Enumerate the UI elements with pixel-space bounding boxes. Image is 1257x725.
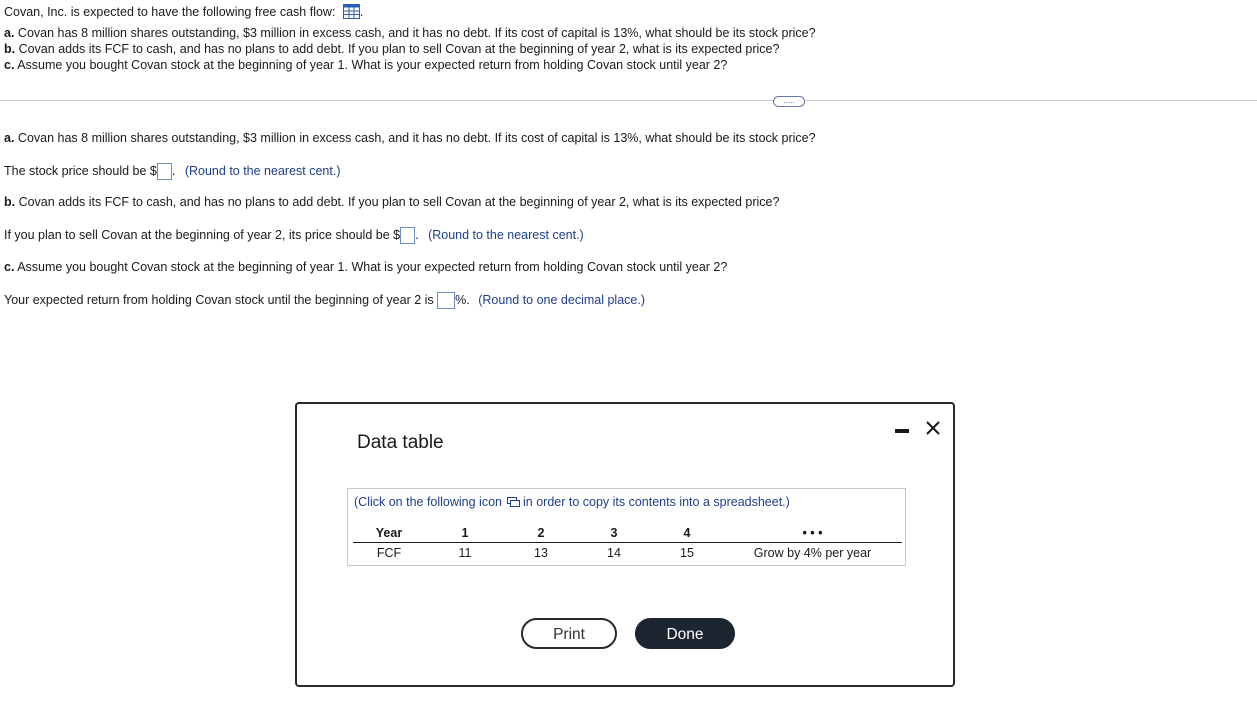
done-button[interactable]: Done — [635, 618, 735, 649]
answer-b-hint: (Round to the nearest cent.) — [428, 228, 584, 242]
expected-return-input[interactable] — [437, 292, 455, 309]
question-part-a — [4, 26, 816, 40]
answer-a-prefix: The stock price should be $ — [4, 164, 157, 178]
answer-b-letter: b. — [4, 195, 16, 209]
answer-b-prefix: If you plan to sell Covan at the beginning of year 2, its price should be $ — [4, 228, 401, 242]
answer-b-question — [4, 195, 779, 209]
answer-c-hint: (Round to one decimal place.) — [478, 293, 645, 307]
question-intro-line — [4, 4, 363, 19]
table-grid-icon[interactable] — [343, 4, 360, 19]
stock-price-input[interactable] — [157, 163, 172, 180]
copy-instruction-post: in order to copy its contents into a spreadsheet.) — [523, 495, 790, 509]
table-cell: Grow by 4% per year — [753, 545, 872, 560]
fcf-data-table — [353, 523, 902, 562]
part-a-letter: a. — [4, 26, 15, 40]
part-b-letter: b. — [4, 42, 16, 56]
question-part-b — [4, 42, 779, 56]
header-cell: 4 — [651, 523, 723, 543]
close-icon[interactable] — [923, 418, 943, 438]
question-part-c — [4, 58, 727, 72]
question-intro-end: . — [359, 5, 364, 19]
answer-a-question-text: Covan has 8 million shares outstanding, $3 million in excess cash, and it has no debt. If its cost of capital is 13%, what should be its stock price? — [14, 131, 816, 145]
table-cell: 13 — [534, 545, 548, 560]
answer-c-question-text: Assume you bought Covan stock at the beginning of year 1. What is your expected return from holding Covan stock until year 2? — [14, 260, 728, 274]
answer-a-hint: (Round to the nearest cent.) — [184, 164, 341, 178]
part-b-text: Covan adds its FCF to cash, and has no plans to add debt. If you plan to sell Covan at the beginning of year 2, what is its expected price? — [15, 42, 780, 56]
table-cell: 15 — [680, 545, 694, 560]
answer-c-letter: c. — [4, 260, 15, 274]
table-row — [353, 543, 902, 563]
data-table-modal — [295, 402, 955, 687]
expected-price-input[interactable] — [400, 227, 415, 244]
answer-b-suffix: . — [415, 228, 419, 242]
answer-c-line — [4, 292, 645, 309]
answer-b-line — [4, 227, 584, 244]
part-c-text: Assume you bought Covan stock at the beginning of year 1. What is your expected return from holding Covan stock until year 2? — [14, 58, 728, 72]
header-cell-ellipsis: • • • — [723, 523, 902, 543]
answer-c-suffix: %. — [455, 293, 470, 307]
header-cell: 3 — [577, 523, 651, 543]
table-header-row — [353, 523, 902, 543]
header-cell: Year — [353, 523, 425, 543]
table-cell: FCF — [376, 545, 402, 560]
answer-c-prefix: Your expected return from holding Covan stock until the beginning of year 2 is — [4, 293, 434, 307]
header-cell: 1 — [425, 523, 505, 543]
copy-instruction — [354, 495, 790, 511]
data-table-container — [347, 488, 906, 566]
part-c-letter: c. — [4, 58, 15, 72]
answer-a-suffix: . — [171, 164, 176, 178]
question-intro: Covan, Inc. is expected to have the following free cash flow: — [4, 5, 336, 19]
answer-a-line — [4, 163, 341, 180]
header-cell: 2 — [505, 523, 577, 543]
table-cell: 14 — [607, 545, 621, 560]
modal-title: Data table — [357, 432, 444, 453]
table-cell: 11 — [458, 545, 472, 560]
answer-b-question-text: Covan adds its FCF to cash, and has no plans to add debt. If you plan to sell Covan at the beginning of year 2, what is its expected price? — [15, 195, 780, 209]
minimize-icon[interactable] — [895, 429, 909, 433]
answer-a-letter: a. — [4, 131, 15, 145]
section-divider — [0, 100, 1257, 101]
expand-more-button[interactable]: ..... — [773, 96, 805, 107]
print-button[interactable]: Print — [521, 618, 617, 649]
part-a-text: Covan has 8 million shares outstanding, $3 million in excess cash, and it has no debt. If its cost of capital is 13%, what should be its stock price? — [14, 26, 816, 40]
answer-a-question — [4, 131, 816, 145]
answer-c-question — [4, 260, 727, 274]
copy-instruction-pre: (Click on the following icon — [354, 495, 502, 509]
copy-icon[interactable] — [507, 497, 520, 511]
